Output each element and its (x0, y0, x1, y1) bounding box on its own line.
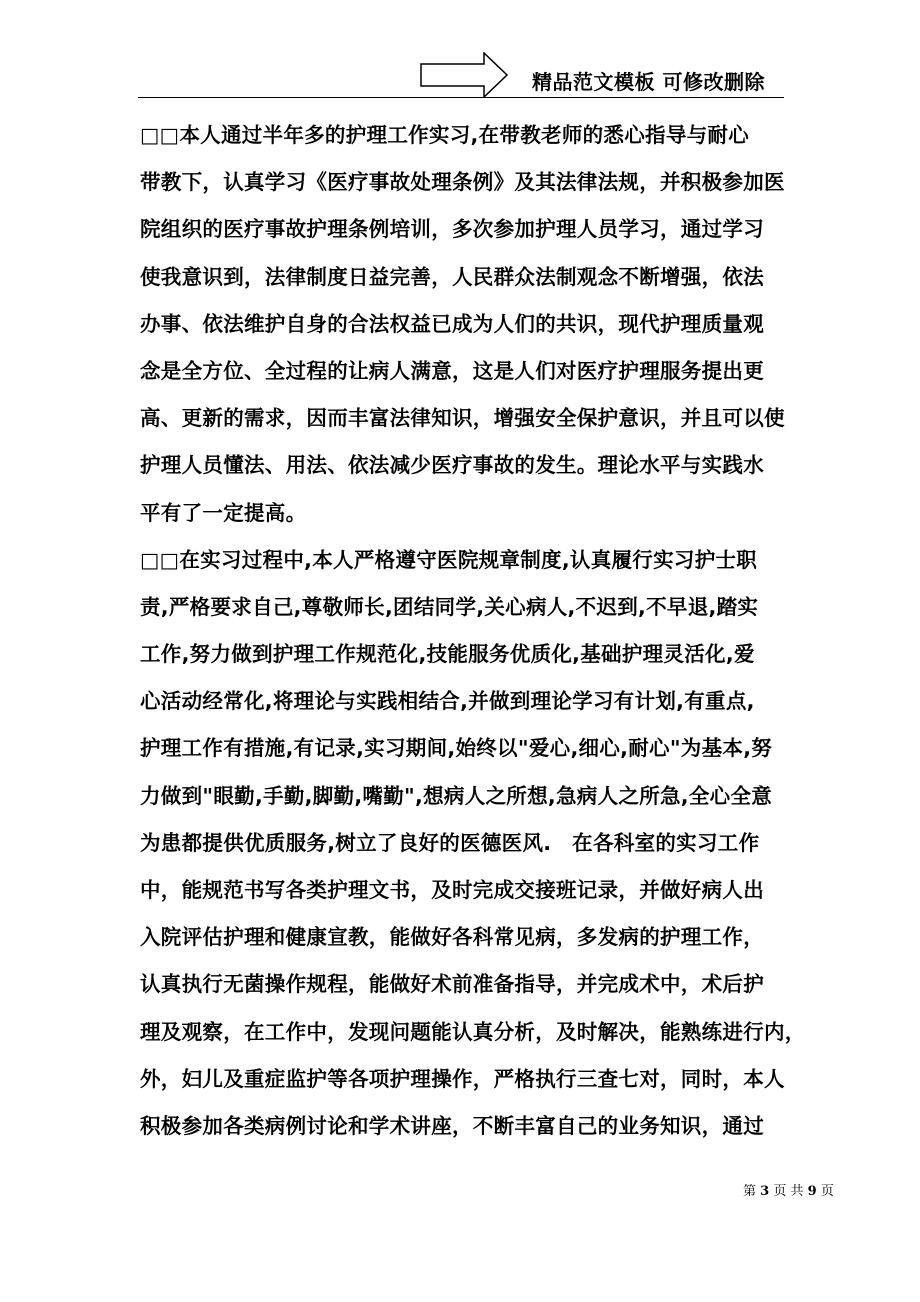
text-line: 平有了一定提高。 (140, 500, 307, 525)
text-line: 责,严格要求自己,尊敬师长,团结同学,关心病人,不迟到,不早退,踏实 (140, 594, 759, 619)
text-line: 工作,努力做到护理工作规范化,技能服务优质化,基础护理灵活化,爱 (140, 642, 755, 667)
header-title: 精品范文模板 可修改删除 (532, 70, 765, 94)
text-line: □□本人通过半年多的护理工作实习,在带教老师的悉心指导与耐心 (140, 123, 750, 147)
right-arrow-icon (420, 52, 508, 98)
text-line: 积极参加各类病例讨论和学术讲座，不断丰富自己的业务知识，通过 (140, 1113, 764, 1138)
text-line: 外，妇儿及重症监护等各项护理操作，严格执行三查七对，同时，本人 (140, 1066, 785, 1091)
text-line: 为患都提供优质服务,树立了良好的医德医风. 在各科室的实习工作 (140, 830, 760, 855)
text-line: 中，能规范书写各类护理文书，及时完成交接班记录，并做好病人出 (140, 878, 764, 902)
text-line: 院组织的医疗事故护理条例培训，多次参加护理人员学习，通过学习 (140, 217, 764, 242)
total-pages: 9 (807, 1184, 817, 1199)
text-line: 护理人员懂法、用法、依法减少医疗事故的发生。理论水平与实践水 (140, 453, 764, 478)
text-line: 理及观察，在工作中，发现问题能认真分析，及时解决，能熟练进行内， (140, 1019, 806, 1044)
text-line: 高、更新的需求，因而丰富法律知识，增强安全保护意识，并且可以使 (140, 406, 785, 431)
page-number (743, 1180, 834, 1199)
text-line: 护理工作有措施,有记录,实习期间,始终以"爱心,细心,耐心"为基本,努 (140, 736, 773, 761)
text-line: 办事、依法维护自身的合法权益已成为人们的共识，现代护理质量观 (140, 311, 764, 336)
text-line: 带教下，认真学习《医疗事故处理条例》及其法律法规，并积极参加医 (140, 170, 785, 195)
text-line: 使我意识到，法律制度日益完善，人民群众法制观念不断增强，依法 (140, 264, 764, 289)
page-prefix: 第 (743, 1184, 757, 1199)
text-line: 力做到"眼勤,手勤,脚勤,嘴勤",想病人之所想,急病人之所急,全心全意 (140, 783, 773, 808)
page-suffix: 页 (820, 1184, 834, 1199)
document-body (140, 112, 806, 1150)
text-line: 念是全方位、全过程的让病人满意，这是人们对医疗护理服务提出更 (140, 358, 764, 383)
page-middle: 页 共 (773, 1184, 804, 1199)
text-line: 心活动经常化,将理论与实践相结合,并做到理论学习有计划,有重点, (140, 689, 755, 714)
current-page: 3 (760, 1184, 770, 1199)
text-line: □□在实习过程中,本人严格遵守医院规章制度,认真履行实习护士职 (140, 547, 758, 572)
text-line: 认真执行无菌操作规程，能做好术前准备指导，并完成术中，术后护 (140, 972, 764, 997)
text-line: 入院评估护理和健康宣教，能做好各科常见病，多发病的护理工作， (140, 925, 764, 950)
header-divider (138, 97, 784, 98)
page-header (0, 0, 920, 100)
